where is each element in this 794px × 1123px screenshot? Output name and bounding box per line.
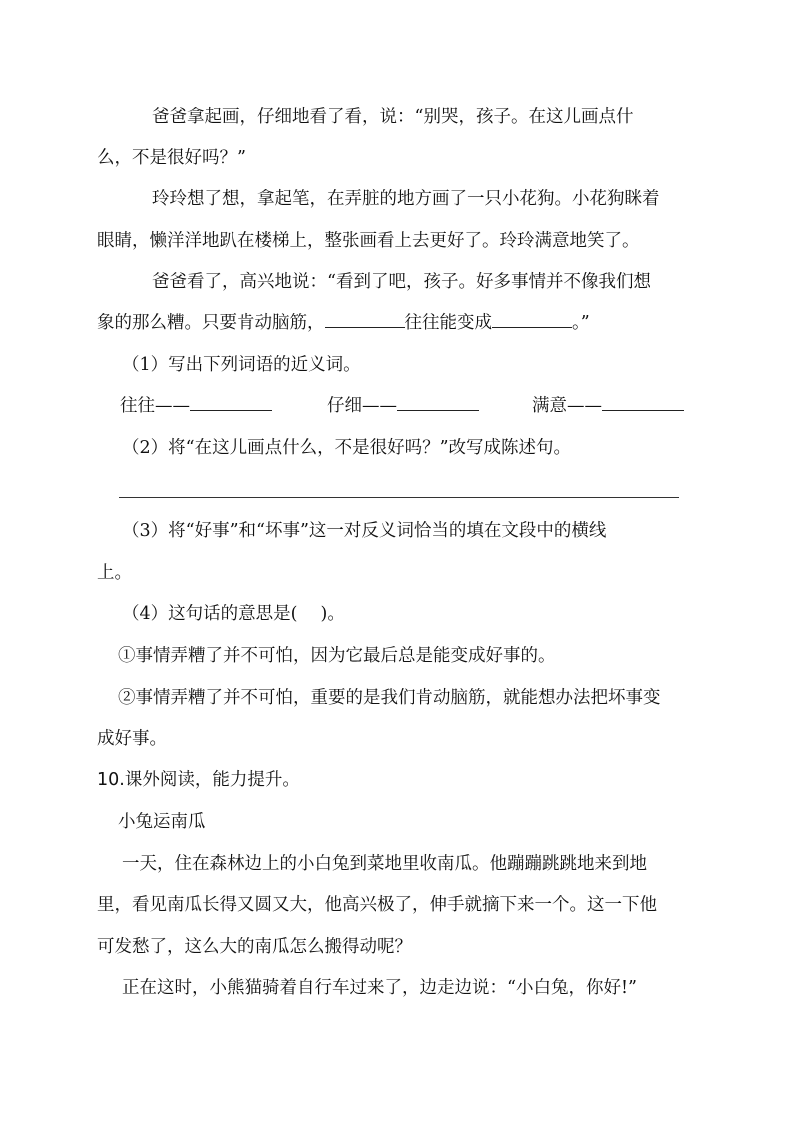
synonym-item-2 bbox=[327, 394, 479, 418]
reading-paragraph-2-line-1: 正在这时，小熊猫骑着自行车过来了，边走边说：“小白兔，你好!” bbox=[122, 978, 637, 998]
question-2: （2）将“在这儿画点什么，不是很好吗？”改写成陈述句。 bbox=[122, 438, 572, 458]
story-paragraph-3-line-1: 爸爸看了，高兴地说：“看到了吧，孩子。好多事情并不像我们想 bbox=[152, 272, 651, 292]
reading-title: 小兔运南瓜 bbox=[118, 812, 206, 832]
story-text-segment: 象的那么糟。只要肯动脑筋， bbox=[97, 313, 325, 333]
story-paragraph-2-line-1: 玲玲想了想，拿起笔，在弄脏的地方画了一只小花狗。小花狗眯着 bbox=[152, 189, 660, 209]
story-paragraph-3-line-2 bbox=[97, 311, 590, 335]
question-3-line-2: 上。 bbox=[97, 563, 132, 583]
synonym-answer-1[interactable] bbox=[190, 410, 272, 411]
question-1: （1）写出下列词语的近义词。 bbox=[122, 355, 361, 375]
story-paragraph-1-line-2: 么，不是很好吗？” bbox=[97, 148, 246, 168]
reading-paragraph-1-line-1: 一天，住在森林边上的小白兔到菜地里收南瓜。他蹦蹦跳跳地来到地 bbox=[122, 854, 647, 874]
story-paragraph-1-line-1: 爸爸拿起画，仔细地看了看，说：“别哭，孩子。在这儿画点什 bbox=[152, 107, 634, 127]
option-2-line-1: ②事情弄糟了并不可怕，重要的是我们肯动脑筋，就能想办法把坏事变 bbox=[118, 688, 661, 708]
question-4: （4）这句话的意思是( )。 bbox=[122, 604, 345, 624]
reading-paragraph-1-line-2: 里，看见南瓜长得又圆又大，他高兴极了，伸手就摘下来一个。这一下他 bbox=[97, 895, 657, 915]
section-10-heading bbox=[97, 768, 300, 792]
synonym-answer-3[interactable] bbox=[602, 410, 684, 411]
synonym-label: 往往—— bbox=[120, 396, 190, 416]
fill-blank-2[interactable] bbox=[492, 327, 572, 328]
option-2-line-2: 成好事。 bbox=[97, 729, 167, 749]
question-3-line-1: （3）将“好事”和“坏事”这一对反义词恰当的填在文段中的横线 bbox=[122, 521, 607, 541]
synonym-item-1 bbox=[120, 394, 272, 418]
synonym-answer-2[interactable] bbox=[397, 410, 479, 411]
section-number: 10. bbox=[97, 770, 125, 790]
synonym-label: 满意—— bbox=[532, 396, 602, 416]
story-paragraph-2-line-2: 眼睛，懒洋洋地趴在楼梯上，整张画看上去更好了。玲玲满意地笑了。 bbox=[97, 231, 640, 251]
question-2-answer-line[interactable] bbox=[119, 497, 679, 498]
reading-paragraph-1-line-3: 可发愁了，这么大的南瓜怎么搬得动呢？ bbox=[97, 937, 412, 957]
option-1: ①事情弄糟了并不可怕，因为它最后总是能变成好事的。 bbox=[118, 646, 556, 666]
story-text-segment: 。” bbox=[572, 313, 590, 333]
section-heading-text: 课外阅读，能力提升。 bbox=[124, 770, 300, 790]
synonym-item-3 bbox=[532, 394, 684, 418]
synonym-label: 仔细—— bbox=[327, 396, 397, 416]
story-text-segment: 往往能变成 bbox=[404, 313, 492, 333]
fill-blank-1[interactable] bbox=[325, 327, 405, 328]
